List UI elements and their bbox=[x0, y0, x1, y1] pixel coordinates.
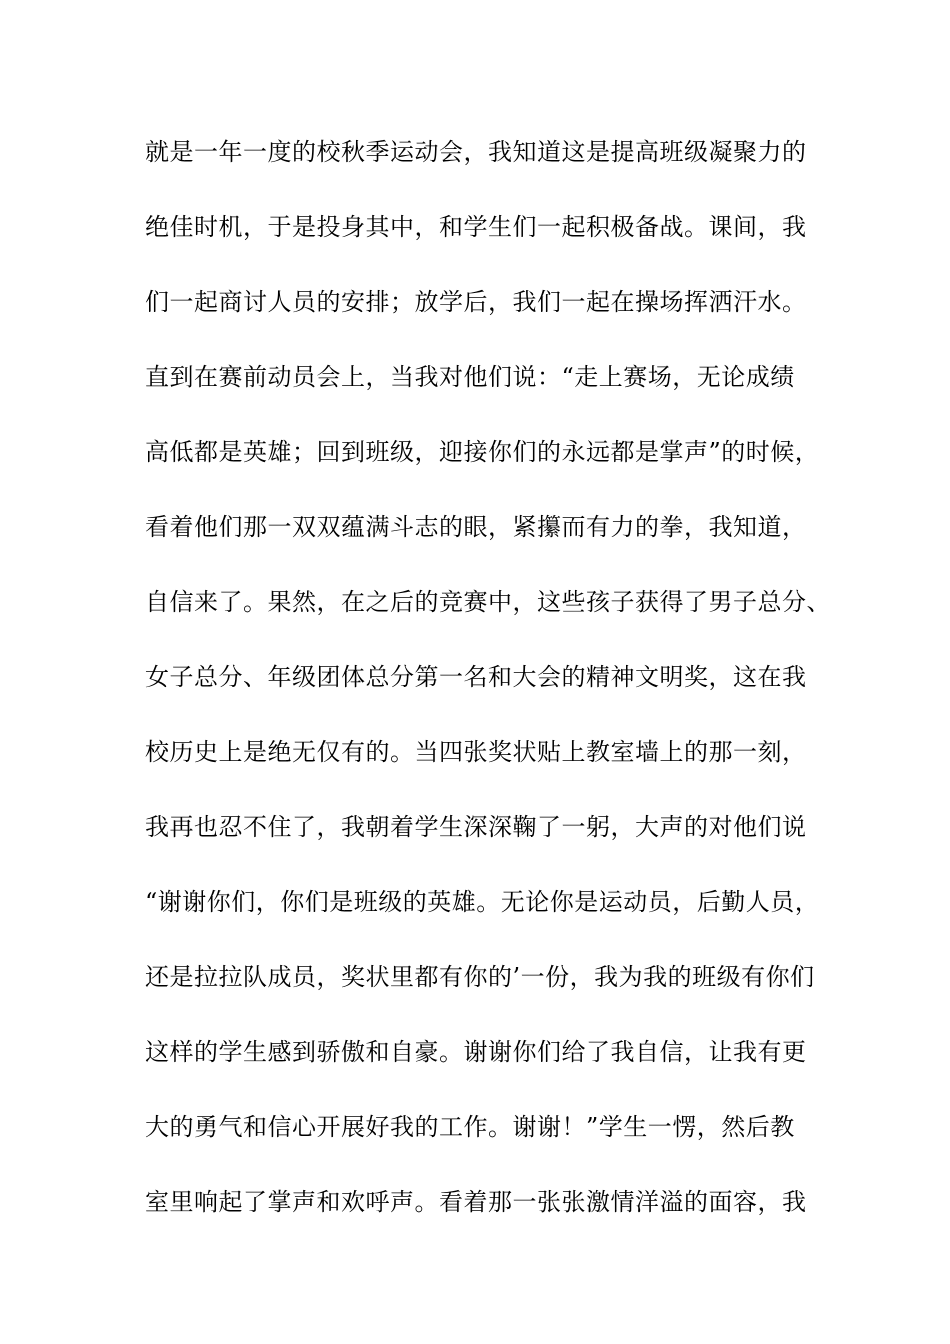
text-line: 女子总分、年级团体总分第一名和大会的精神文明奖，这在我 bbox=[145, 663, 807, 691]
text-line: 看着他们那一双双蕴满斗志的眼，紧攥而有力的拳，我知道， bbox=[145, 513, 807, 541]
text-line: 室里响起了掌声和欢呼声。看着那一张张激情洋溢的面容，我 bbox=[145, 1188, 807, 1216]
text-line: 绝佳时机，于是投身其中，和学生们一起积极备战。课间，我 bbox=[145, 213, 807, 241]
text-line: 这样的学生感到骄傲和自豪。谢谢你们给了我自信，让我有更 bbox=[145, 1038, 807, 1066]
text-line: 大的勇气和信心开展好我的工作。谢谢！”学生一愣，然后教 bbox=[145, 1113, 795, 1141]
text-line: 还是拉拉队成员，奖状里都有你的’一份，我为我的班级有你们 bbox=[145, 963, 815, 991]
text-line: 校历史上是绝无仅有的。当四张奖状贴上教室墙上的那一刻， bbox=[145, 738, 807, 766]
text-line: 我再也忍不住了，我朝着学生深深鞠了一躬，大声的对他们说 bbox=[145, 813, 807, 841]
text-line: 直到在赛前动员会上，当我对他们说：“走上赛场，无论成绩 bbox=[145, 363, 795, 391]
body-text bbox=[145, 128, 835, 1253]
text-line: 自信来了。果然，在之后的竞赛中，这些孩子获得了男子总分、 bbox=[145, 588, 831, 616]
text-line: 就是一年一度的校秋季运动会，我知道这是提高班级凝聚力的 bbox=[145, 138, 807, 166]
text-line: 高低都是英雄；回到班级，迎接你们的永远都是掌声”的时候， bbox=[145, 438, 820, 466]
text-line: “谢谢你们，你们是班级的英雄。无论你是运动员，后勤人员， bbox=[145, 888, 820, 916]
text-line: 们一起商讨人员的安排；放学后，我们一起在操场挥洒汗水。 bbox=[145, 288, 807, 316]
